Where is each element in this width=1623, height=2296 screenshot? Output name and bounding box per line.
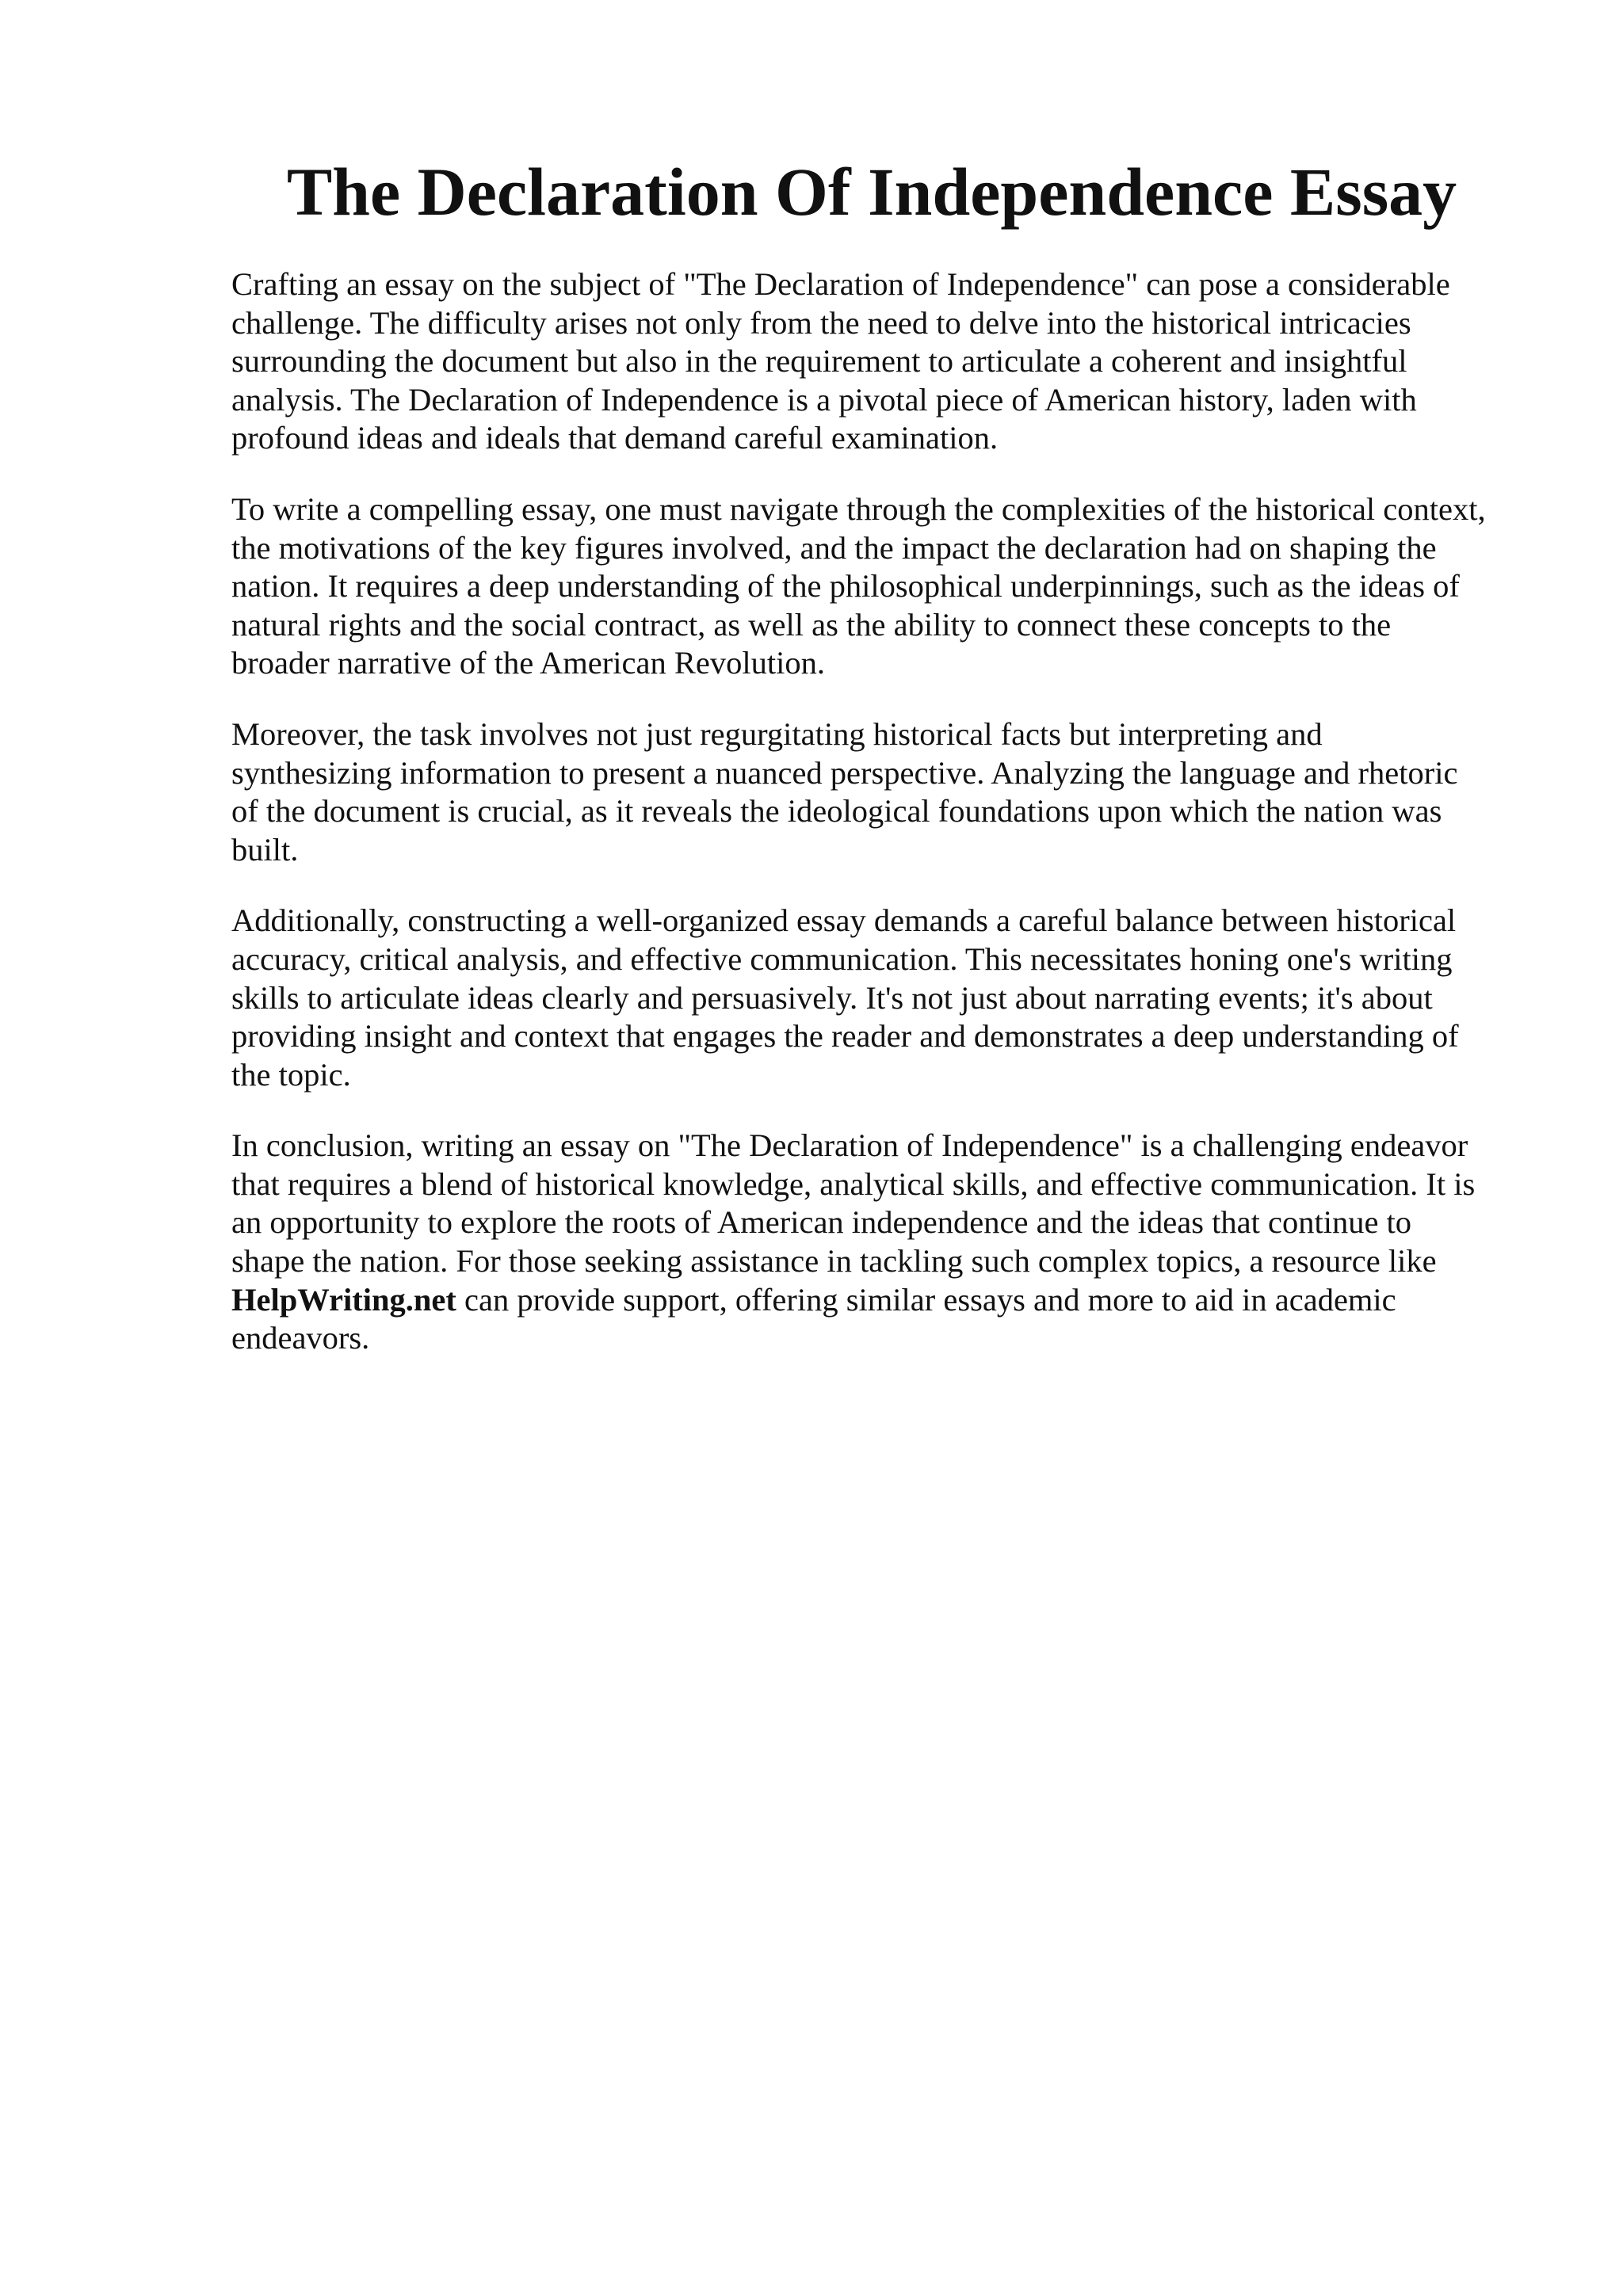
text-line: In conclusion, writing an essay on "The Declaration of Independence" is a challenging endeavor: [231, 1127, 1468, 1164]
text-line: challenge. The difficulty arises not only from the need to delve into the historical intricacies: [231, 304, 1411, 341]
text-line: Additionally, constructing a well-organized essay demands a careful balance between historical: [231, 902, 1457, 939]
text-line: shape the nation. For those seeking assistance in tackling such complex topics, a resource like: [231, 1243, 1437, 1280]
paragraph-2: [231, 490, 1547, 683]
text-line: built.: [231, 831, 299, 868]
text-line: synthesizing information to present a nuanced perspective. Analyzing the language and rhetoric: [231, 754, 1458, 791]
text-line: To write a compelling essay, one must navigate through the complexities of the historical context,: [231, 490, 1486, 527]
text-line: Moreover, the task involves not just regurgitating historical facts but interpreting and: [231, 715, 1323, 752]
document-title: The Declaration Of Independence Essay: [286, 154, 1457, 230]
text-line: an opportunity to explore the roots of American independence and the ideas that continue to: [231, 1204, 1412, 1241]
text-line-with-brand: [231, 1281, 1547, 1320]
text-line: analysis. The Declaration of Independence is a pivotal piece of American history, laden with: [231, 381, 1417, 418]
brand-name-helpwriting: HelpWriting.net: [231, 1281, 456, 1318]
text-line: of the document is crucial, as it reveals the ideological foundations upon which the nation was: [231, 793, 1442, 830]
text-line: skills to articulate ideas clearly and persuasively. It's not just about narrating events; it's about: [231, 979, 1433, 1016]
text-line: profound ideas and ideals that demand careful examination.: [231, 420, 999, 456]
text-line: Crafting an essay on the subject of "The Declaration of Independence" can pose a considerable: [231, 266, 1450, 302]
text-line: the motivations of the key figures involved, and the impact the declaration had on shaping the: [231, 529, 1437, 566]
paragraph-1: [231, 265, 1547, 458]
text-line: that requires a blend of historical knowledge, analytical skills, and effective communication. It is: [231, 1165, 1476, 1202]
text-line: providing insight and context that engages the reader and demonstrates a deep understanding of: [231, 1018, 1459, 1055]
paragraph-5: [231, 1127, 1547, 1358]
paragraph-3: [231, 715, 1547, 869]
document-body: [231, 265, 1547, 1390]
paragraph-4: [231, 902, 1547, 1094]
text-line: natural rights and the social contract, as well as the ability to connect these concepts to the: [231, 606, 1392, 643]
text-line: broader narrative of the American Revolution.: [231, 645, 825, 681]
brand-line-rest: can provide support, offering similar essays and more to aid in academic: [456, 1281, 1396, 1318]
text-line: endeavors.: [231, 1320, 370, 1356]
text-line: nation. It requires a deep understanding of the philosophical underpinnings, such as the ideas of: [231, 568, 1460, 605]
text-line: surrounding the document but also in the requirement to articulate a coherent and insightful: [231, 343, 1407, 379]
text-line: accuracy, critical analysis, and effective communication. This necessitates honing one's writing: [231, 940, 1453, 977]
text-line: the topic.: [231, 1056, 351, 1093]
